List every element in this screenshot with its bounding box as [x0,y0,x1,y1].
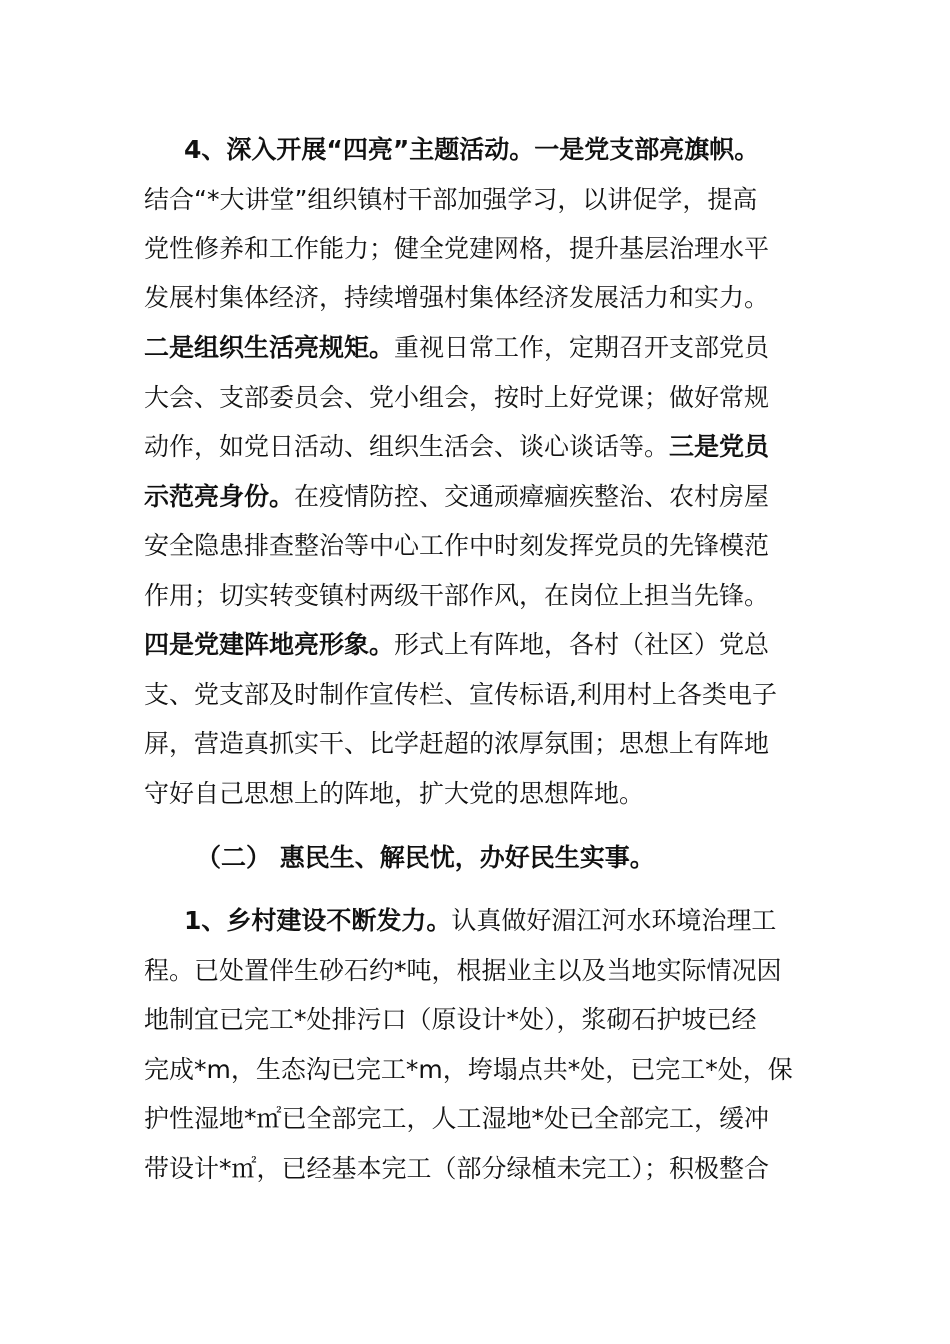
paragraph-line: 党性修养和工作能力；健全党建网格，提升基层治理水平 [144,234,770,263]
paragraph-line: 完成*m，生态沟已完工*m，垮塌点共*处，已完工*处，保 [144,1055,793,1084]
body-text: 重视日常工作，定期召开支部党员 [394,333,770,362]
paragraph-line: 地制宜已完工*处排污口（原设计*处），浆砌石护坡已经 [144,1005,757,1034]
paragraph-line [144,328,808,368]
paragraph-line [144,625,808,665]
paragraph-line: 守好自己思想上的阵地，扩大党的思想阵地。 [144,779,645,808]
paragraph-line: 发展村集体经济，持续增强村集体经济发展活力和实力。 [144,283,770,312]
paragraph-line: 屏，营造真抓实干、比学赶超的浓厚氛围；思想上有阵地 [144,729,770,758]
body-text: 在疫情防控、交通顽瘴痼疾整治、农村房屋 [294,482,770,511]
bold-heading-text: 示范亮身份。 [144,482,295,511]
paragraph-line [184,130,808,170]
paragraph-line: 护性湿地*㎡已全部完工，人工湿地*处已全部完工，缓冲 [144,1104,770,1133]
paragraph-line: 带设计*㎡，已经基本完工（部分绿植未完工）；积极整合 [144,1154,770,1183]
body-text: 形式上有阵地，各村（社区）党总 [394,630,770,659]
paragraph-line [184,901,808,941]
section-heading: （二） 惠民生、解民忧，办好民生实事。 [196,843,655,872]
bold-heading-text: 四是党建阵地亮形象。 [144,630,395,659]
paragraph-line: 安全隐患排查整治等中心工作中时刻发挥党员的先锋模范 [144,531,770,560]
paragraph-line: 程。已处置伴生砂石约*吨，根据业主以及当地实际情况因 [144,956,782,985]
bold-heading-text: 1、乡村建设不断发力。 [184,906,452,935]
paragraph-line: 作用；切实转变镇村两级干部作风，在岗位上担当先锋。 [144,581,770,610]
paragraph-line: 结合“*大讲堂”组织镇村干部加强学习，以讲促学，提高 [144,185,758,214]
body-text: 认真做好湄江河水环境治理工 [451,906,777,935]
paragraph-line [144,477,808,517]
paragraph-line: 大会、支部委员会、党小组会，按时上好党课；做好常规 [144,383,770,412]
bold-heading-text: 4、深入开展“四亮”主题活动。一是党支部亮旗帜。 [184,135,760,164]
bold-heading-text: 二是组织生活亮规矩。 [144,333,395,362]
paragraph-line: 支、党支部及时制作宣传栏、宣传标语,利用村上各类电子 [144,680,777,709]
body-text: 动作，如党日活动、组织生活会、谈心谈话等。 [144,432,670,461]
paragraph-line [144,427,808,467]
bold-heading-text: 三是党员 [669,432,770,461]
